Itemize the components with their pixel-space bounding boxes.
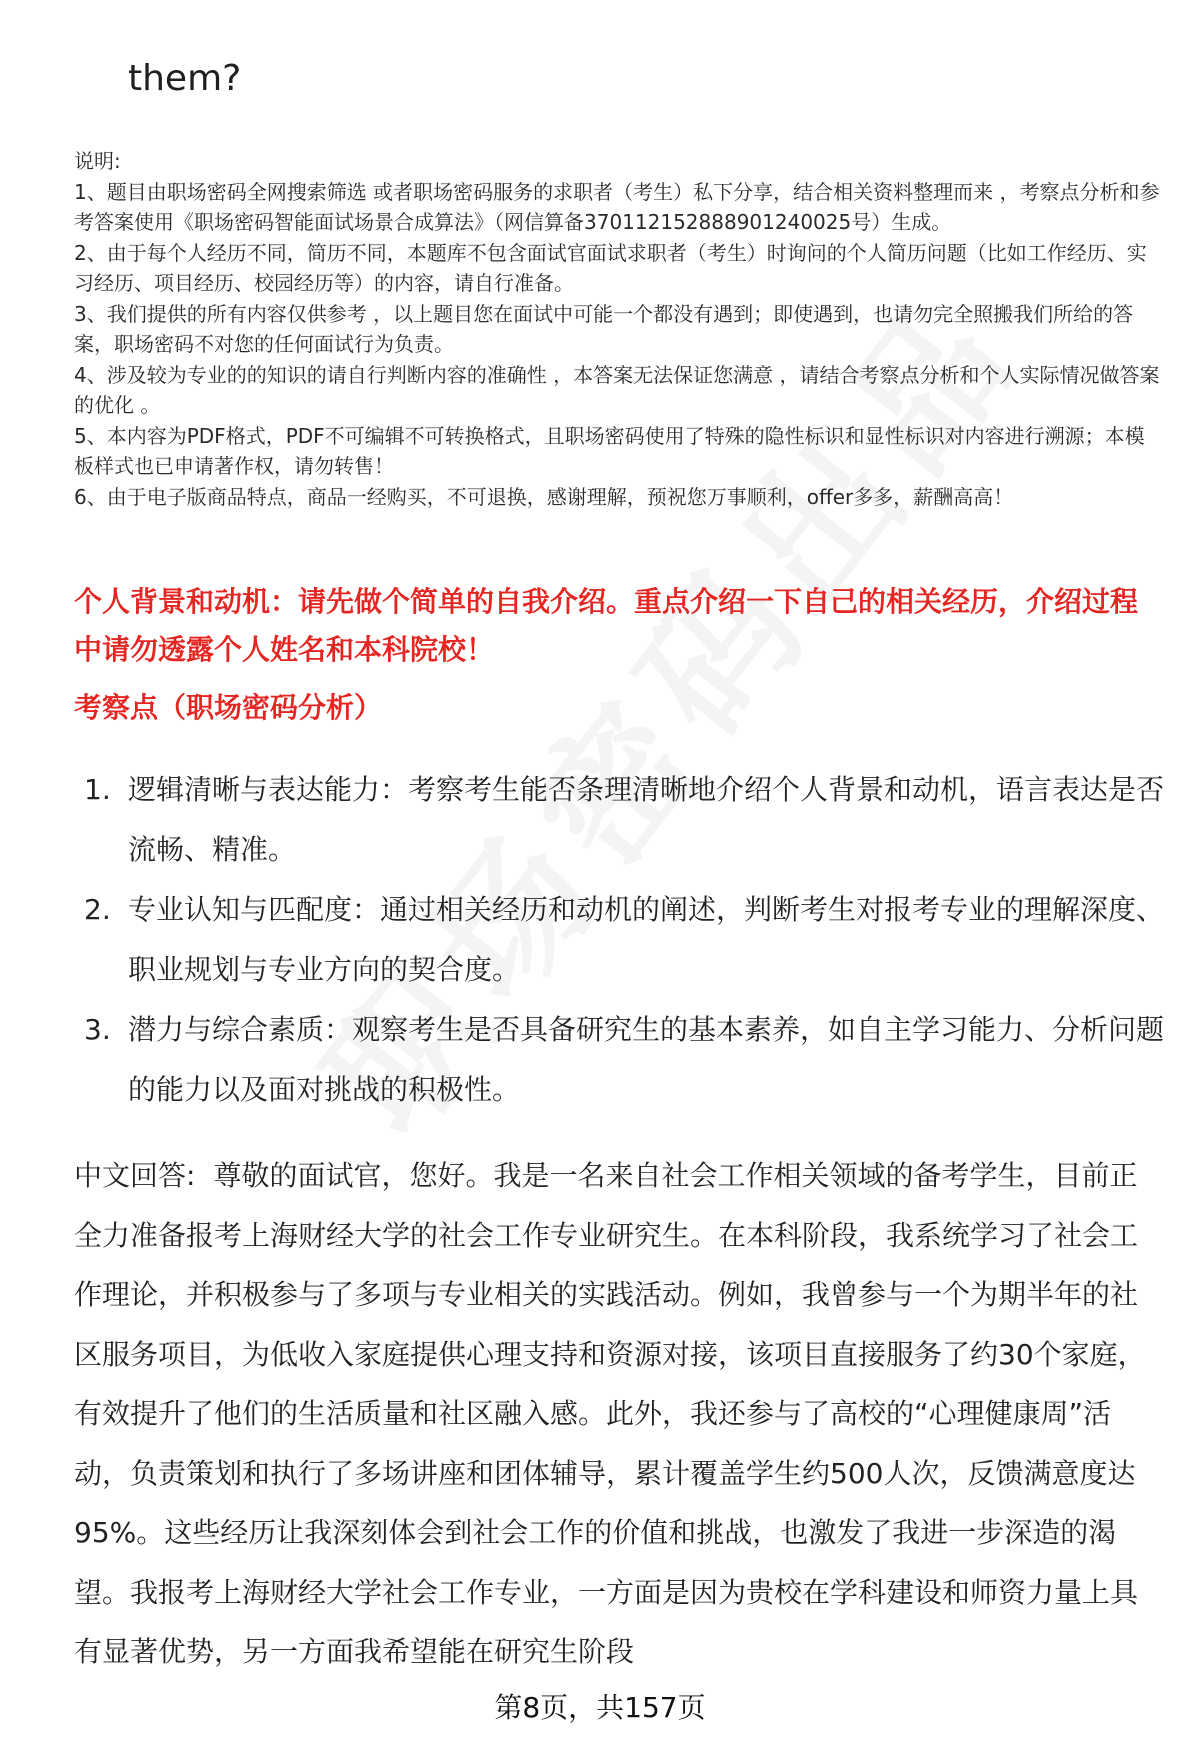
notes-title: 说明: <box>74 149 121 173</box>
answer-label: 中文回答: <box>74 1159 196 1192</box>
note-item: 4、涉及较为专业的的知识的请自行判断内容的准确性 ，本答案无法保证您满意 ，请结合考察点分析和个人实际情况做答案的优化 。 <box>74 362 1160 417</box>
analysis-points-list <box>74 760 1164 1120</box>
note-item: 1、题目由职场密码全网搜索筛选 或者职场密码服务的求职者（考生）私下分享，结合相关资料整理而来 ，考察点分析和参考答案使用《职场密码智能面试场景合成算法》（网信算备370112152888901240025号）生成。 <box>74 179 1160 234</box>
note-item: 2、由于每个人经历不同，简历不同，本题库不包含面试官面试求职者（考生）时询问的个人简历问题（比如工作经历、实习经历、项目经历、校园经历等）的内容，请自行准备。 <box>74 240 1147 295</box>
analysis-point <box>74 760 1164 880</box>
page-number: 第8页，共157页 <box>494 1691 706 1724</box>
analysis-title: 考察点（职场密码分析） <box>74 691 383 724</box>
question-heading: 个人背景和动机：请先做个简单的自我介绍。重点介绍一下自己的相关经历，介绍过程中请勿透露个人姓名和本科院校！ <box>74 585 1139 666</box>
point-text: 专业认知与匹配度：通过相关经历和动机的阐述，判断考生对报考专业的理解深度、职业规划与专业方向的契合度。 <box>128 893 1165 986</box>
point-text: 潜力与综合素质：观察考生是否具备研究生的基本素养，如自主学习能力、分析问题的能力以及面对挑战的积极性。 <box>128 1013 1165 1106</box>
analysis-point <box>74 880 1164 1000</box>
point-number: 2. <box>84 893 111 926</box>
answer-paragraph <box>74 1146 1160 1682</box>
point-number: 1. <box>84 773 111 806</box>
continued-question-text: them? <box>128 58 242 99</box>
answer-text: 尊敬的面试官，您好。我是一名来自社会工作相关领域的备考学生，目前正全力准备报考上海财经大学的社会工作专业研究生。在本科阶段，我系统学习了社会工作理论，并积极参与了多项与专业相关的实践活动。例如，我曾参与一个为期半年的社区服务项目，为低收入家庭提供心理支持和资源对接，该项目直接服务了约30个家庭，有效提升了他们的生活质量和社区融入感。此外，我还参与了高校的“心理健康周”活动，负责策划和执行了多场讲座和团体辅导，累计覆盖学生约500人次，反馈满意度达95%。这些经历让我深刻体会到社会工作的价值和挑战，也激发了我进一步深造的渴望。我报考上海财经大学社会工作专业，一方面是因为贵校在学科建设和师资力量上具有显著优势，另一方面我希望能在研究生阶段 <box>74 1159 1146 1668</box>
analysis-point <box>74 1000 1164 1120</box>
notes-section <box>74 146 1164 512</box>
note-item: 5、本内容为PDF格式，PDF不可编辑不可转换格式，且职场密码使用了特殊的隐性标识和显性标识对内容进行溯源；本模板样式也已申请著作权，请勿转售！ <box>74 423 1145 478</box>
note-item: 3、我们提供的所有内容仅供参考 ，以上题目您在面试中可能一个都没有遇到；即使遇到，也请勿完全照搬我们所给的答案，职场密码不对您的任何面试行为负责。 <box>74 301 1134 356</box>
point-text: 逻辑清晰与表达能力：考察考生能否条理清晰地介绍个人背景和动机，语言表达是否流畅、精准。 <box>128 773 1165 866</box>
note-item: 6、由于电子版商品特点，商品一经购买，不可退换，感谢理解，预祝您万事顺利，offer多多，薪酬高高！ <box>74 484 1014 509</box>
point-number: 3. <box>84 1013 111 1046</box>
